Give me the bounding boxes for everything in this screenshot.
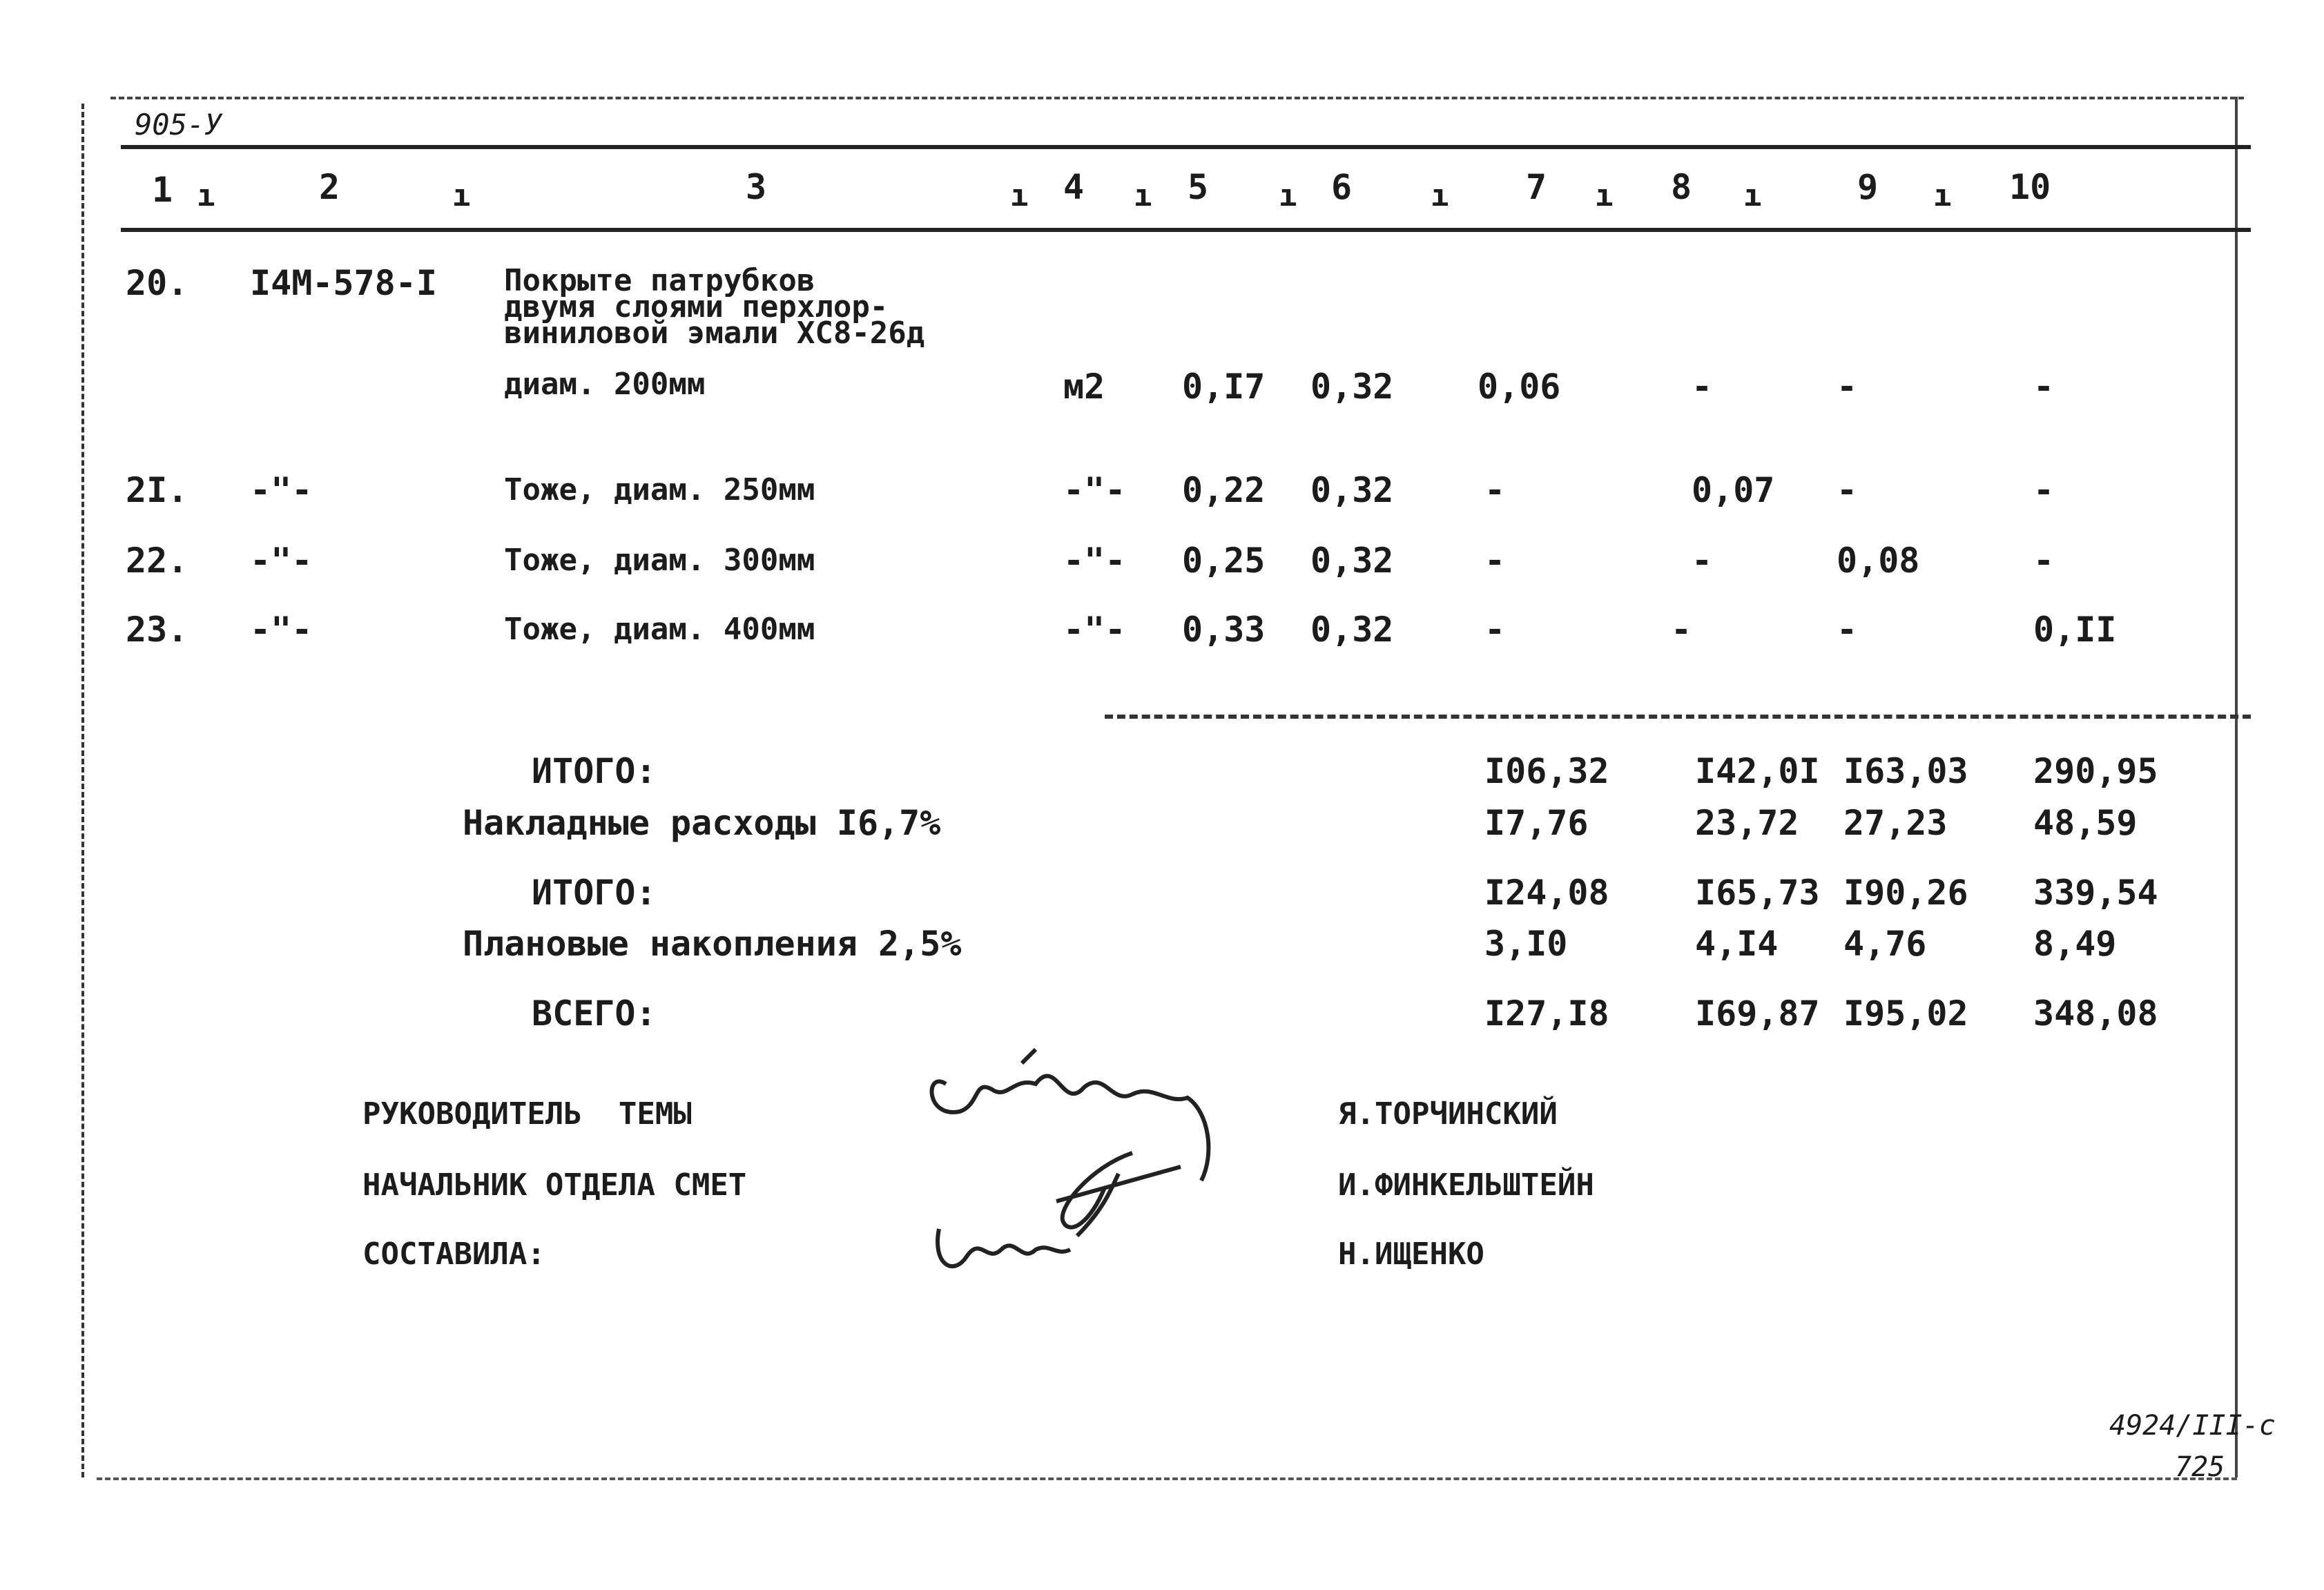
row-unit: -"- [1063, 541, 1126, 581]
column-header-2: 2 [319, 167, 340, 207]
column-header-1: 1 [152, 170, 173, 210]
row-number: 2I. [126, 470, 188, 510]
row-col10: 0,II [2033, 610, 2117, 650]
total-label: ИТОГО: [532, 751, 657, 791]
row-description-line: Тоже, диам. 250мм [504, 472, 815, 507]
row-description-line: диам. 200мм [504, 367, 706, 402]
row-col6: 0,32 [1310, 470, 1394, 510]
planned-savings-col10: 8,49 [2033, 924, 2117, 964]
row-code: -"- [250, 541, 313, 581]
row-description-line: Тоже, диам. 300мм [504, 543, 815, 578]
subtotal-label: ИТОГО: [532, 873, 657, 913]
subtotal-col10: 339,54 [2033, 873, 2158, 913]
column-header-9: 9 [1857, 167, 1879, 207]
grand-total-col10: 348,08 [2033, 993, 2158, 1034]
row-col5: 0,25 [1182, 541, 1266, 581]
grand-total-label: ВСЕГО: [532, 993, 657, 1034]
row-col8: - [1692, 541, 1713, 581]
row-col7: - [1484, 610, 1506, 650]
row-col9: - [1837, 610, 1858, 650]
row-description-line: Тоже, диам. 400мм [504, 612, 815, 647]
header-divider: ı [1431, 178, 1449, 213]
stamp-code: 4924/III-с [2109, 1410, 2276, 1442]
row-col5: 0,I7 [1182, 367, 1266, 407]
signatory-role: НАЧАЛЬНИК ОТДЕЛА СМЕТ [362, 1167, 747, 1203]
row-unit: -"- [1063, 610, 1126, 650]
grand-total-col8: I69,87 [1695, 993, 1820, 1034]
row-col8: - [1692, 367, 1713, 407]
row-col5: 0,33 [1182, 610, 1266, 650]
overhead-col8: 23,72 [1695, 803, 1799, 843]
row-unit: м2 [1063, 367, 1105, 407]
signatory-name: Н.ИЩЕНКО [1338, 1237, 1484, 1272]
subtotal-col9: I90,26 [1843, 873, 1968, 913]
overhead-col10: 48,59 [2033, 803, 2138, 843]
row-code: I4М-578-I [250, 263, 437, 303]
subtotal-col7: I24,08 [1484, 873, 1609, 913]
overhead-label: Накладные расходы I6,7% [463, 803, 941, 843]
row-col10: - [2033, 541, 2055, 581]
grand-total-col9: I95,02 [1843, 993, 1968, 1034]
total-col10: 290,95 [2033, 751, 2158, 791]
total-col9: I63,03 [1843, 751, 1968, 791]
header-top-rule [121, 145, 2251, 149]
frame-bottom-line [97, 1477, 2237, 1480]
row-col9: - [1837, 367, 1858, 407]
signatory-role: СОСТАВИЛА: [362, 1237, 545, 1272]
column-header-3: 3 [746, 167, 767, 207]
row-number: 23. [126, 610, 188, 650]
header-divider: ı [1134, 178, 1152, 213]
header-bottom-rule [121, 228, 2251, 232]
row-description-line: виниловой эмали ХС8-26д [504, 316, 925, 351]
row-col9: - [1837, 470, 1858, 510]
header-divider: ı [197, 178, 215, 213]
column-header-6: 6 [1331, 167, 1353, 207]
row-col8: - [1671, 610, 1692, 650]
total-col8: I42,0I [1695, 751, 1820, 791]
planned-savings-col7: 3,I0 [1484, 924, 1568, 964]
row-code: -"- [250, 610, 313, 650]
header-divider: ı [1743, 178, 1762, 213]
planned-savings-col8: 4,I4 [1695, 924, 1779, 964]
row-col10: - [2033, 470, 2055, 510]
grand-total-col7: I27,I8 [1484, 993, 1609, 1034]
header-divider: ı [1279, 178, 1297, 213]
column-header-8: 8 [1671, 167, 1692, 207]
totals-separator [1105, 715, 2251, 719]
planned-savings-label: Плановые накопления 2,5% [463, 924, 962, 964]
row-number: 22. [126, 541, 188, 581]
row-col5: 0,22 [1182, 470, 1266, 510]
header-divider: ı [1595, 178, 1614, 213]
signatory-name: Я.ТОРЧИНСКИЙ [1338, 1096, 1558, 1132]
row-col6: 0,32 [1310, 367, 1394, 407]
column-header-7: 7 [1526, 167, 1547, 207]
row-code: -"- [250, 470, 313, 510]
row-col6: 0,32 [1310, 541, 1394, 581]
row-description-line: Покрыте патрубков [504, 263, 815, 298]
signatory-name: И.ФИНКЕЛЬШТЕЙН [1338, 1167, 1594, 1203]
row-col6: 0,32 [1310, 610, 1394, 650]
row-col7: 0,06 [1478, 367, 1561, 407]
column-header-4: 4 [1063, 167, 1085, 207]
total-col7: I06,32 [1484, 751, 1609, 791]
handwritten-signatures [898, 1029, 1257, 1305]
header-divider: ı [1010, 178, 1029, 213]
row-col8: 0,07 [1692, 470, 1775, 510]
row-col10: - [2033, 367, 2055, 407]
frame-top-line [110, 97, 2244, 99]
overhead-col7: I7,76 [1484, 803, 1589, 843]
frame-right-line [2235, 97, 2238, 1477]
column-header-10: 10 [2009, 167, 2051, 207]
overhead-col9: 27,23 [1843, 803, 1948, 843]
row-description-line: двумя слоями перхлор- [504, 289, 889, 324]
signatory-role: РУКОВОДИТЕЛЬ ТЕМЫ [362, 1096, 692, 1132]
subtotal-col8: I65,73 [1695, 873, 1820, 913]
header-divider: ı [1933, 178, 1952, 213]
row-number: 20. [126, 263, 188, 303]
row-col7: - [1484, 470, 1506, 510]
column-header-5: 5 [1188, 167, 1209, 207]
page-number: 725 [2175, 1451, 2225, 1483]
row-col7: - [1484, 541, 1506, 581]
header-divider: ı [452, 178, 471, 213]
frame-left-line [81, 104, 84, 1477]
planned-savings-col9: 4,76 [1843, 924, 1927, 964]
row-unit: -"- [1063, 470, 1126, 510]
document-code: 905-У [135, 108, 222, 142]
row-col9: 0,08 [1837, 541, 1920, 581]
